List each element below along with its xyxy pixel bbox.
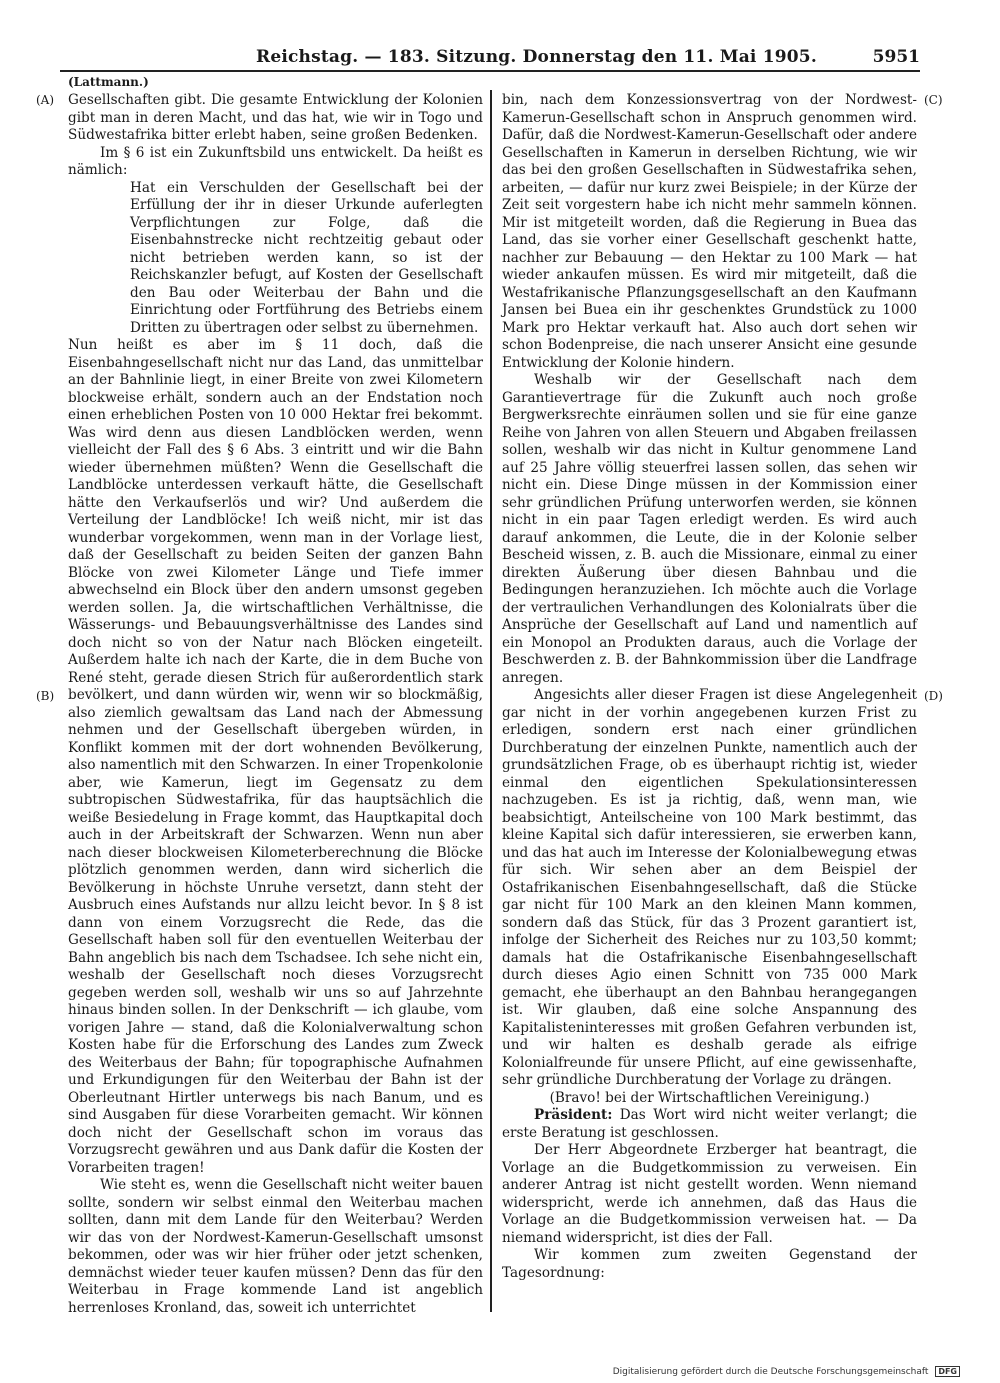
paragraph: Nun heißt es aber im § 11 doch, daß die Eisenbahngesellschaft nicht nur das Land, das unmittelbar an der Bahnlinie liegt, in einer Breite von zwei Kilometern blockweise erhält, sondern auch an der Endstation noch einen erheblichen Posten von 10 000 Hektar frei bekommt. Was wird denn aus diesen Landblöcken werden, wenn vielleicht der Fall des § 6 Abs. 3 eintritt und wir die Bahn wieder übernehmen müßten? Wenn die Gesellschaft die Landblöcke unterdessen verkauft hätte, die Gesellschaft hätte den Verkaufserlös und wir? Und außerdem die Verteilung der Landblöcke! Ich weiß nicht, mir ist das wunderbar vorgekommen, wenn man in der Vorlage liest, daß der Gesellschaft zu beiden Seiten der ganzen Bahn Blöcke von zwei Kilometer Länge und Tiefe immer abwechselnd ein Block über den andern umsonst gegeben werden sollen. Ja, die wirtschaftlichen Verhältnisse, die Wässerungs- und Bebauungsverhältnisse des Landes sind doch nicht so von der Natur nach Blöcken eingeteilt. Außerdem halte ich nach der Karte, die in dem Buche von René steht, gerade diesen Strich für außerordentlich stark bevölkert, und dann würden wir, wenn wir so blockmäßig, also ziemlich gewaltsam das Land nach der Abmessung nehmen und der Gesellschaft übergeben würden, in Konflikt kommen mit der dort wohnenden Bevölkerung, also namentlich mit den Schwarzen. In einer Tropenkolonie aber, wie Kamerun, liegt im Gegensatz zu dem subtropischen Südwestafrika, für das hauptsächlich die weiße Besiedelung in Frage kommt, das Hauptkapital doch auch in der Arbeitskraft der Schwarzen. Wenn nun aber nach dieser blockweisen Kilometerberechnung die Blöcke plötzlich genommen werden, dann wird sicherlich die Bevölkerung in höchste Unruhe versetzt, dann steht der Ausbruch eines Aufstands nur allzu leicht bevor. In § 8 ist dann von einem Vorzugsrecht die Rede, das die Gesellschaft haben soll für den eventuellen Weiterbau der Bahn angeblich bis nach dem Tschadsee. Ich sehe nicht ein, weshalb der Gesellschaft noch dieses Vorzugsrecht gegeben werden soll, weshalb wir uns so auf Jahrzehnte hinaus binden sollen. In der Denkschrift — ich glaube, vom vorigen Jahre — stand, daß die Kolonialverwaltung schon Kosten habe für die Erforschung des Landes zum Zweck des Weiterbaus der Bahn; für topographische Aufnahmen und Erkundigungen für den Weiterbau der Bahn ist der Oberleutnant Hirtler unterwegs bis nach Banum, und es sind Ausgaben für diese Vorarbeiten gemacht. Wir können doch nicht der Gesellschaft schon im voraus das Vorzugsrecht gewähren und aus Dank dafür die Kosten der Vorarbeiten tragen! — [68, 337, 483, 1176]
paragraph: Angesichts aller dieser Fragen ist diese Angelegenheit gar nicht in der vorhin angegebenen kurzen Frist zu erledigen, sondern erst nach einer gründlichen Durchberatung der einzelnen Punkte, namentlich auch der grundsätzlichen Frage, ob es überhaupt richtig ist, wieder einmal den eigentlichen Spekulationsinteressen nachzugeben. Es ist ja richtig, daß, wenn man, wie beabsichtigt, Anteilscheine von 100 Mark bestimmt, das kleine Kapital sich dafür interessieren, sie erwerben kann, und das hat auch im Interesse der Kolonialbewegung etwas für sich. Wir sehen aber an dem Beispiel der Ostafrikanischen Eisenbahngesellschaft, daß die Stücke gar nicht für 100 Mark an den kleinen Mann kommen, sondern daß das Stück, für das 3 Prozent garantiert ist, infolge der Sicherheit des Reiches nur zu 103,50 kommt; damals hat die Ostafrikanische Eisenbahngesellschaft durch dieses Agio einen Schnitt von 735 000 Mark gemacht, ehe überhaupt an den Bahnbau herangegangen ist. Wir glauben, daß eine solche Anspannung des Kapitalisteninteresses mit großen Gefahren verbunden ist, und wir halten es deshalb gerade als eifrige Kolonialfreunde für unsere Pflicht, auf eine gewissenhafte, sehr gründliche Durchberatung der Vorlage zu drängen. — [502, 687, 917, 1088]
paragraph: Gesellschaften gibt. Die gesamte Entwicklung der Kolonien gibt man in deren Macht, und das hat, wie wir in Togo und Südwestafrika bitter erlebt haben, seine großen Bedenken. — [68, 92, 483, 143]
column-divider — [490, 90, 492, 1312]
running-title: Reichstag. — 183. Sitzung. Donnerstag den 11. Mai 1905. — [256, 47, 817, 67]
block-quote: Hat ein Verschulden der Gesellschaft bei der Erfüllung der ihr in dieser Urkunde auferlegten Verpflichtungen zur Folge, daß die Eisenbahnstrecke nicht rechtzeitig gebaut oder nicht betrieben werden kann, so ist der Reichskanzler befugt, auf Kosten der Gesellschaft den Bau oder Weiterbau der Bahn und die Einrichtung oder Fortführung des Betriebs einem Dritten zu übertragen oder selbst zu übernehmen. — [130, 179, 483, 336]
president-paragraph — [502, 1107, 917, 1142]
header-rule — [60, 70, 920, 72]
page-number: 5951 — [872, 47, 920, 67]
paragraph: Weshalb wir der Gesellschaft nach dem Garantievertrage für die Zukunft auch noch große Bergwerksrechte einräumen sollen und sie für eine ganze Reihe von Jahren von allen Steuern und Abgaben freilassen sollen, weshalb wir das nicht in Kultur genommene Land auf 25 Jahre völlig steuerfrei lassen sollen, das sehen wir nicht ein. Diese Dinge müssen in der Kommission einer sehr gründlichen Prüfung unterworfen werden, sie können nicht in ein paar Tagen erledigt werden. Es wird auch darauf ankommen, die Leute, die in der Kolonie selber Bescheid wissen, z. B. auch die Missionare, einmal zu einer direkten Äußerung über diesen Bahnbau und die Bedingungen heranzuziehen. Ich möchte auch die Vorlage der vertraulichen Verhandlungen des Kolonialrats über die Ansprüche der Gesellschaft auf Land und namentlich auf ein Monopol an Produkten daraus, auch die Vorlage der Beschwerden z. B. der Bahnkommission über die Landfrage anregen. — [502, 372, 917, 686]
paragraph: Wir kommen zum zweiten Gegenstand der Tagesordnung: — [502, 1247, 917, 1281]
left-column — [68, 92, 483, 1317]
dfg-logo: DFG — [935, 1366, 960, 1377]
president-label: Präsident: — [534, 1107, 613, 1123]
president-text: Das Wort wird nicht weiter verlangt; die erste Beratung ist geschlossen. — [502, 1107, 917, 1141]
footer-text: Digitalisierung gefördert durch die Deutsche Forschungsgemeinschaft — [612, 1367, 929, 1377]
right-column — [502, 92, 917, 1282]
margin-marker-c: (C) — [924, 93, 943, 107]
page-header — [60, 47, 920, 71]
paragraph: Der Herr Abgeordnete Erzberger hat beantragt, die Vorlage an die Budgetkommission zu verweisen. Ein anderer Antrag ist nicht gestellt worden. Wenn niemand widerspricht, werde ich annehmen, daß das Haus die Vorlage an die Budgetkommission verweisen hat. — Da niemand widerspricht, ist dies der Fall. — [502, 1142, 917, 1246]
paragraph: Im § 6 ist ein Zukunftsbild uns entwickelt. Da heißt es nämlich: — [68, 144, 483, 178]
footer-credit — [613, 1366, 960, 1377]
margin-marker-b: (B) — [36, 689, 55, 703]
paragraph: bin, nach dem Konzessionsvertrag von der Nordwest-Kamerun-Gesellschaft schon in Anspruch genommen wird. Dafür, daß die Nordwest-Kamerun-Gesellschaft oder andere Gesellschaften in Kamerun in derselben Richtung, wie wir das bei den großen Gesellschaften in Südwestafrika sehen, arbeiten, — dafür nur kurz zwei Beispiele; in der Kürze der Zeit seit vorgestern habe ich nicht mehr sammeln können. Mir ist mitgeteilt worden, daß die Regierung in Buea das Land, das sie vorher einer Gesellschaft geschenkt hatte, nachher zur Bebauung — den Hektar zu 100 Mark — hat wieder ankaufen müssen. Es wird mir mitgeteilt, daß die Westafrikanische Pflanzungsgesellschaft an den Kaufmann Jansen bei Buea ein ihr geschenktes Grundstück zu 1000 Mark pro Hektar verkauft hat. Also auch dort sehen wir schon Bodenpreise, die nach unserer Ansicht eine gesunde Entwicklung der Kolonie hindern. — [502, 92, 917, 371]
margin-marker-d: (D) — [924, 689, 943, 703]
margin-marker-a: (A) — [36, 93, 55, 107]
applause-note: (Bravo! bei der Wirtschaftlichen Vereinigung.) — [549, 1089, 870, 1106]
paragraph: Wie steht es, wenn die Gesellschaft nicht weiter bauen sollte, sondern wir selbst einmal den Weiterbau machen sollten, dann mit dem Lande für den Weiterbau? Werden wir das von der Nordwest-Kamerun-Gesellschaft umsonst bekommen, oder was wir hier früher oder jetzt schenken, demnächst wieder teuer kaufen müssen? Denn das für den Weiterbau in Frage kommende Land ist angeblich herrenloses Kronland, das, soweit ich unterrichtet — [68, 1177, 483, 1316]
speaker-tag: (Lattmann.) — [68, 75, 149, 89]
